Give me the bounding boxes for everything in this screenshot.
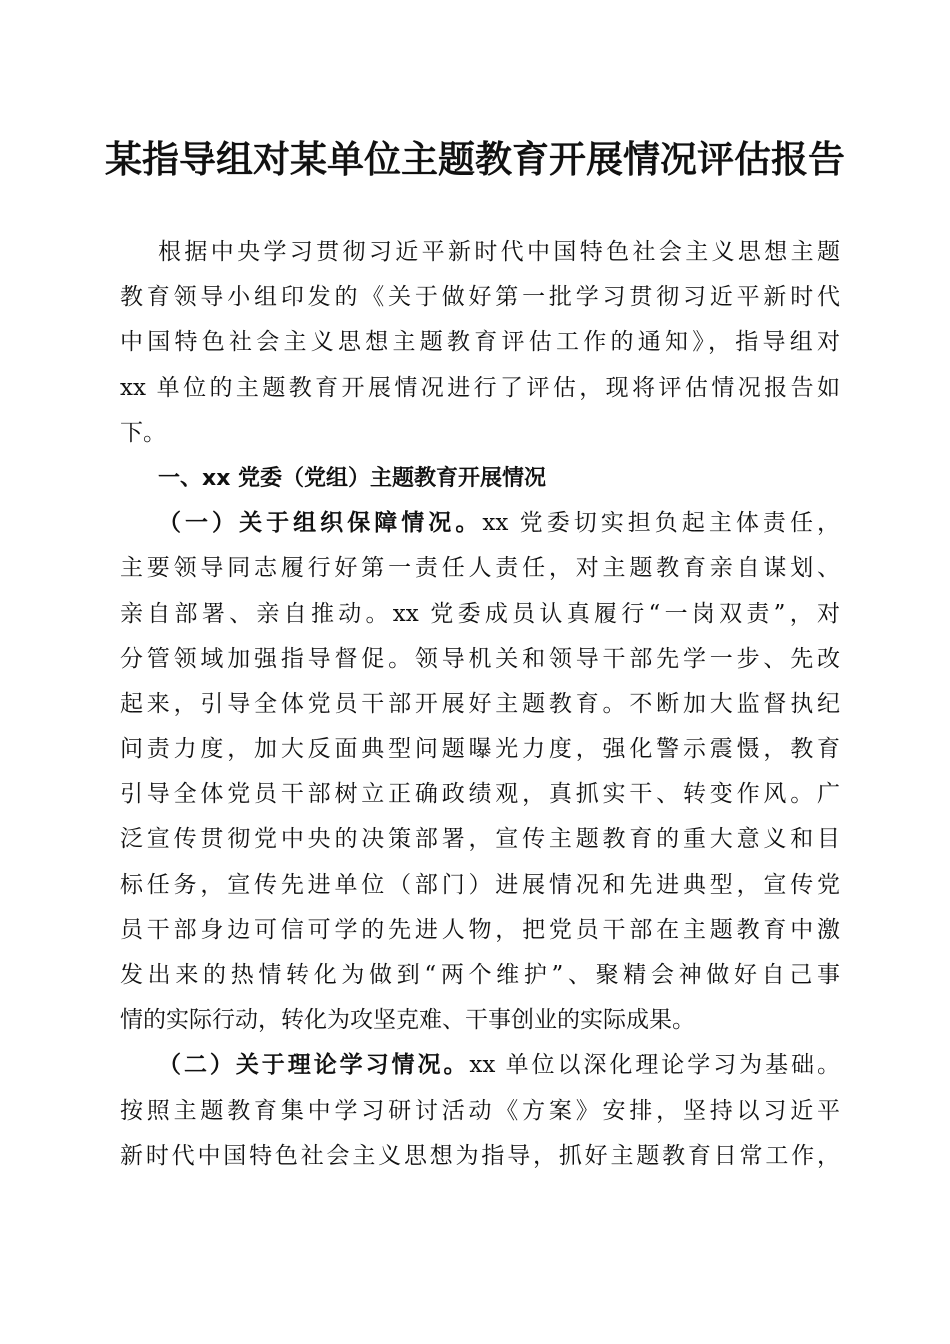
- paragraph-text: xx 党委切实担负起主体责任，: [482, 510, 840, 537]
- paragraph-line: 按照主题教育集中学习研讨活动《方案》安排，坚持以习近平: [120, 1097, 840, 1124]
- paragraph-line: 新时代中国特色社会主义思想为指导，抓好主题教育日常工作，: [120, 1142, 840, 1169]
- paragraph-line: 中国特色社会主义思想主题教育评估工作的通知》，指导组对: [120, 329, 840, 356]
- paragraph-line: 分管领域加强指导督促。领导机关和领导干部先学一步、先改: [120, 645, 840, 672]
- document-title: 某指导组对某单位主题教育开展情况评估报告: [105, 137, 845, 181]
- paragraph-line: 泛宣传贯彻党中央的决策部署，宣传主题教育的重大意义和目: [120, 826, 840, 853]
- paragraph-line: 教育领导小组印发的《关于做好第一批学习贯彻习近平新时代: [120, 284, 840, 311]
- paragraph-line: 员干部身边可信可学的先进人物，把党员干部在主题教育中激: [120, 916, 840, 943]
- paragraph-line: [120, 1043, 840, 1088]
- paragraph-line: 主要领导同志履行好第一责任人责任，对主题教育亲自谋划、: [120, 555, 840, 582]
- paragraph-line: 下。: [120, 419, 166, 446]
- subsection-label: （二）关于理论学习情况。: [158, 1052, 470, 1079]
- paragraph-line: 问责力度，加大反面典型问题曝光力度，强化警示震慑，教育: [120, 736, 840, 763]
- subsection-label: （一）关于组织保障情况。: [158, 510, 483, 537]
- paragraph-text: xx 单位以深化理论学习为基础。: [469, 1052, 841, 1079]
- paragraph-line: 根据中央学习贯彻习近平新时代中国特色社会主义思想主题: [158, 239, 840, 265]
- document-body: [120, 230, 840, 1179]
- paragraph-line: 起来，引导全体党员干部开展好主题教育。不断加大监督执纪: [120, 690, 840, 717]
- paragraph-line: xx 单位的主题教育开展情况进行了评估，现将评估情况报告如: [120, 374, 840, 401]
- paragraph-line: 引导全体党员干部树立正确政绩观，真抓实干、转变作风。广: [120, 781, 840, 808]
- section-heading: 一、xx 党委（党组）主题教育开展情况: [158, 465, 547, 491]
- paragraph-line: 发出来的热情转化为做到“两个维护”、聚精会神做好自己事: [120, 962, 840, 988]
- paragraph-line: [120, 501, 840, 546]
- paragraph-line: 亲自部署、亲自推动。xx 党委成员认真履行“一岗双责”，对: [120, 600, 840, 627]
- paragraph-line: 标任务，宣传先进单位（部门）进展情况和先进典型，宣传党: [120, 871, 840, 898]
- paragraph-line: 情的实际行动，转化为攻坚克难、干事创业的实际成果。: [120, 1007, 695, 1034]
